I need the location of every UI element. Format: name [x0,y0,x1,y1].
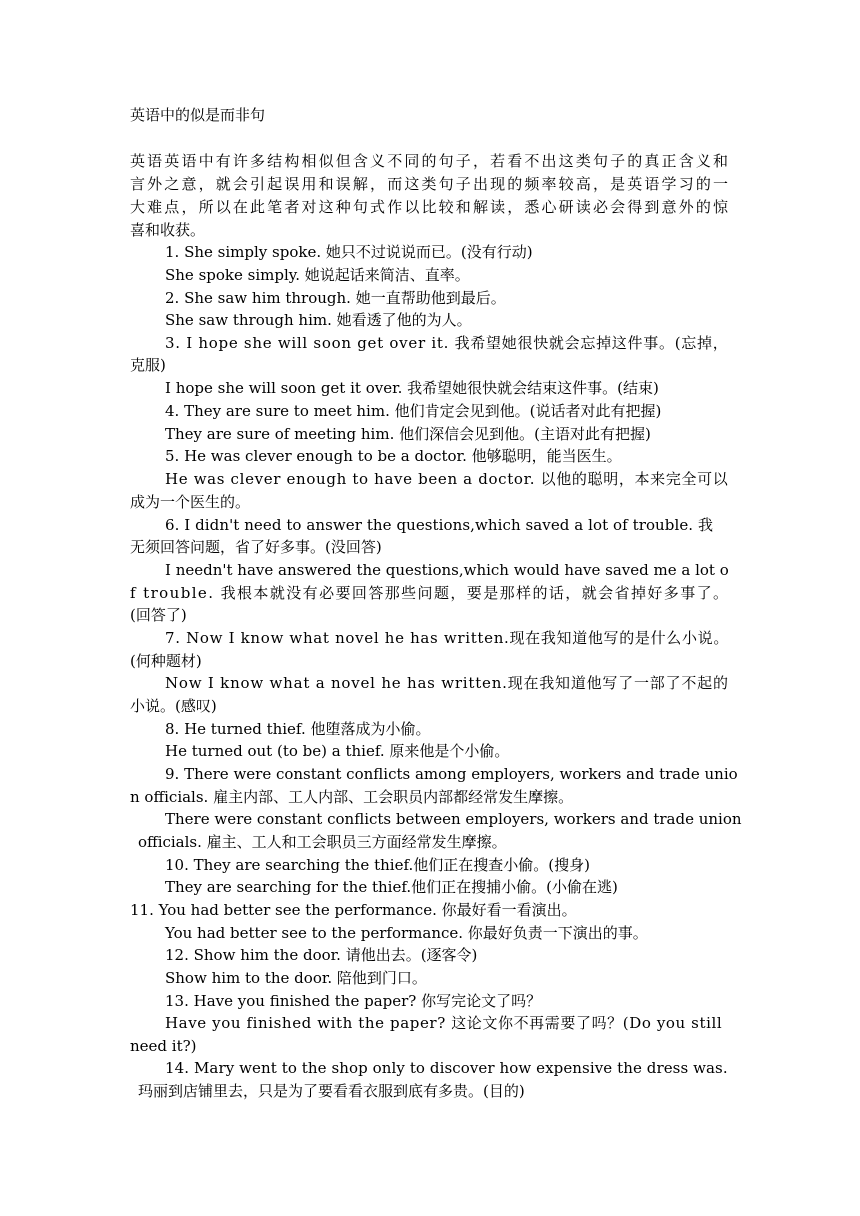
text-line: 5. He was clever enough to be a doctor. 他够聪明，能当医生。 [165,447,622,465]
text-line: (何种题材) [130,652,202,670]
text-line: 9. There were constant conflicts among employers, workers and trade unio [165,765,738,783]
text-line: need it?) [130,1037,197,1055]
text-line: (回答了) [130,606,187,624]
text-line: There were constant conflicts between employers, workers and trade union [165,810,742,828]
text-line: She spoke simply. 她说起话来简洁、直率。 [165,266,470,284]
text-line: I needn't have answered the questions,which would have saved me a lot o [165,561,729,579]
text-line: 4. They are sure to meet him. 他们肯定会见到他。(说话者对此有把握) [165,402,662,420]
text-line: 11. You had better see the performance. 你最好看一看演出。 [130,901,577,919]
text-line: 克服) [130,356,166,374]
text-line: Have you finished with the paper? 这论文你不再需要了吗？(Do you still [165,1014,723,1032]
text-line: 喜和收获。 [130,221,206,239]
text-line: 1. She simply spoke. 她只不过说说而已。(没有行动) [165,243,533,261]
text-line: f trouble. 我根本就没有必要回答那些问题，要是那样的话，就会省掉好多事了。 [130,584,730,602]
text-line: 英语英语中有许多结构相似但含义不同的句子，若看不出这类句子的真正含义和 [130,152,731,170]
text-line: 大难点，所以在此笔者对这种句式作以比较和解读，悉心研读必会得到意外的惊 [130,198,731,216]
text-line: 13. Have you finished the paper? 你写完论文了吗？ [165,992,542,1010]
text-line: They are sure of meeting him. 他们深信会见到他。(主语对此有把握) [165,425,651,443]
text-line: 10. They are searching the thief.他们正在搜查小偷。(搜身) [165,856,590,874]
text-line: 2. She saw him through. 她一直帮助他到最后。 [165,289,506,307]
text-line: Now I know what a novel he has written.现在我知道他写了一部了不起的 [165,674,729,692]
text-line: Show him to the door. 陪他到门口。 [165,969,427,987]
text-line: 玛丽到店铺里去，只是为了要看看衣服到底有多贵。(目的) [138,1082,525,1100]
text-line: 3. I hope she will soon get over it. 我希望她很快就会忘掉这件事。(忘掉， [165,334,729,352]
text-line: 8. He turned thief. 他堕落成为小偷。 [165,720,431,738]
text-line: n officials. 雇主内部、工人内部、工会职员内部都经常发生摩擦。 [130,788,574,806]
document-title: 英语中的似是而非句 [130,106,266,124]
text-line: They are searching for the thief.他们正在搜捕小偷。(小偷在逃) [165,878,618,896]
text-line: He turned out (to be) a thief. 原来他是个小偷。 [165,742,510,760]
text-line: 14. Mary went to the shop only to discover how expensive the dress was. [165,1059,728,1077]
text-line: 7. Now I know what novel he has written.现在我知道他写的是什么小说。 [165,629,729,647]
text-line: 成为一个医生的。 [130,493,251,511]
text-line: She saw through him. 她看透了他的为人。 [165,311,472,329]
text-line: I hope she will soon get it over. 我希望她很快就会结束这件事。(结束) [165,379,659,397]
text-line: 言外之意，就会引起误用和误解，而这类句子出现的频率较高，是英语学习的一 [130,175,731,193]
text-line: officials. 雇主、工人和工会职员三方面经常发生摩擦。 [138,833,507,851]
text-line: He was clever enough to have been a doctor. 以他的聪明，本来完全可以 [165,470,729,488]
text-line: 6. I didn't need to answer the questions,which saved a lot of trouble. 我 [165,516,714,534]
text-line: 小说。(感叹) [130,697,217,715]
text-line: 12. Show him the door. 请他出去。(逐客令) [165,946,478,964]
text-line: 无须回答问题，省了好多事。(没回答) [130,538,382,556]
text-line: You had better see to the performance. 你最好负责一下演出的事。 [165,924,648,942]
